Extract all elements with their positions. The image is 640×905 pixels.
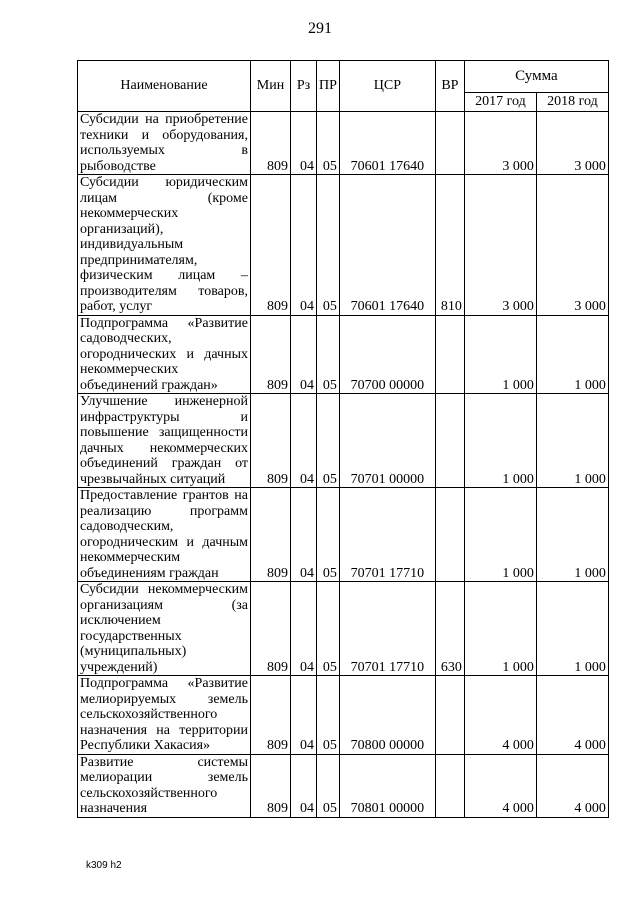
row-pr: 05 xyxy=(317,754,340,817)
row-csr: 70701 17710 xyxy=(339,582,435,676)
row-min: 809 xyxy=(251,315,291,394)
row-vr xyxy=(435,394,464,488)
row-min: 809 xyxy=(251,488,291,582)
row-rz: 04 xyxy=(291,676,317,755)
row-min: 809 xyxy=(251,112,291,175)
header-name: Наименование xyxy=(78,61,251,112)
row-2018: 3 000 xyxy=(536,112,608,175)
row-rz: 04 xyxy=(291,754,317,817)
header-vr: ВР xyxy=(435,61,464,112)
row-csr: 70601 17640 xyxy=(339,175,435,316)
row-pr: 05 xyxy=(317,315,340,394)
row-name: Субсидии юридическим лицам (кроме некоммерческих организаций), индивидуальным предпринимателям, физическим лицам – производителям товаров, работ, услуг xyxy=(78,175,251,316)
header-year-2017: 2017 год xyxy=(464,92,536,111)
row-2018: 4 000 xyxy=(536,676,608,755)
header-csr: ЦСР xyxy=(339,61,435,112)
row-pr: 05 xyxy=(317,582,340,676)
header-sum: Сумма xyxy=(464,61,608,93)
row-csr: 70701 17710 xyxy=(339,488,435,582)
row-min: 809 xyxy=(251,676,291,755)
row-pr: 05 xyxy=(317,676,340,755)
row-name: Предоставление грантов на реализацию программ садоводческим, огородническим и дачным некоммерческим объединениям граждан xyxy=(78,488,251,582)
budget-table xyxy=(77,60,609,818)
table-row xyxy=(78,754,609,817)
row-2017: 3 000 xyxy=(464,175,536,316)
row-vr: 630 xyxy=(435,582,464,676)
row-2018: 1 000 xyxy=(536,315,608,394)
table-row xyxy=(78,315,609,394)
row-vr xyxy=(435,112,464,175)
row-vr xyxy=(435,754,464,817)
row-2017: 1 000 xyxy=(464,394,536,488)
row-rz: 04 xyxy=(291,394,317,488)
row-min: 809 xyxy=(251,175,291,316)
row-csr: 70700 00000 xyxy=(339,315,435,394)
row-2018: 3 000 xyxy=(536,175,608,316)
row-min: 809 xyxy=(251,394,291,488)
row-2017: 4 000 xyxy=(464,754,536,817)
row-rz: 04 xyxy=(291,488,317,582)
row-rz: 04 xyxy=(291,315,317,394)
row-pr: 05 xyxy=(317,112,340,175)
table-row xyxy=(78,676,609,755)
header-year-2018: 2018 год xyxy=(536,92,608,111)
row-2017: 1 000 xyxy=(464,582,536,676)
row-pr: 05 xyxy=(317,394,340,488)
row-2017: 1 000 xyxy=(464,488,536,582)
footer-code: k309 h2 xyxy=(86,860,122,871)
row-vr xyxy=(435,676,464,755)
row-csr: 70801 00000 xyxy=(339,754,435,817)
header-row-1 xyxy=(78,61,609,93)
row-2017: 3 000 xyxy=(464,112,536,175)
row-rz: 04 xyxy=(291,112,317,175)
row-vr xyxy=(435,315,464,394)
table-row xyxy=(78,175,609,316)
row-csr: 70701 00000 xyxy=(339,394,435,488)
table-row xyxy=(78,582,609,676)
header-rz: Рз xyxy=(291,61,317,112)
header-pr: ПР xyxy=(317,61,340,112)
row-vr: 810 xyxy=(435,175,464,316)
table-row xyxy=(78,394,609,488)
row-csr: 70800 00000 xyxy=(339,676,435,755)
row-vr xyxy=(435,488,464,582)
row-name: Субсидии на приобретение техники и оборудования, используемых в рыбоводстве xyxy=(78,112,251,175)
page-number: 291 xyxy=(308,20,332,37)
row-name: Субсидии некоммерческим организациям (за исключением государственных (муниципальных) учреждений) xyxy=(78,582,251,676)
table-row xyxy=(78,488,609,582)
row-min: 809 xyxy=(251,582,291,676)
row-rz: 04 xyxy=(291,582,317,676)
header-min: Мин xyxy=(251,61,291,112)
row-name: Развитие системы мелиорации земель сельскохозяйственного назначения xyxy=(78,754,251,817)
row-csr: 70601 17640 xyxy=(339,112,435,175)
row-2018: 4 000 xyxy=(536,754,608,817)
row-name: Подпрограмма «Развитие садоводческих, огороднических и дачных некоммерческих объединений граждан» xyxy=(78,315,251,394)
row-2018: 1 000 xyxy=(536,582,608,676)
row-pr: 05 xyxy=(317,175,340,316)
table-row xyxy=(78,112,609,175)
row-rz: 04 xyxy=(291,175,317,316)
row-2018: 1 000 xyxy=(536,488,608,582)
row-name: Улучшение инженерной инфраструктуры и повышение защищенности дачных некоммерческих объединений граждан от чрезвычайных ситуаций xyxy=(78,394,251,488)
row-2018: 1 000 xyxy=(536,394,608,488)
row-min: 809 xyxy=(251,754,291,817)
row-pr: 05 xyxy=(317,488,340,582)
row-2017: 4 000 xyxy=(464,676,536,755)
row-name: Подпрограмма «Развитие мелиорируемых земель сельскохозяйственного назначения на территории Республики Хакасия» xyxy=(78,676,251,755)
row-2017: 1 000 xyxy=(464,315,536,394)
